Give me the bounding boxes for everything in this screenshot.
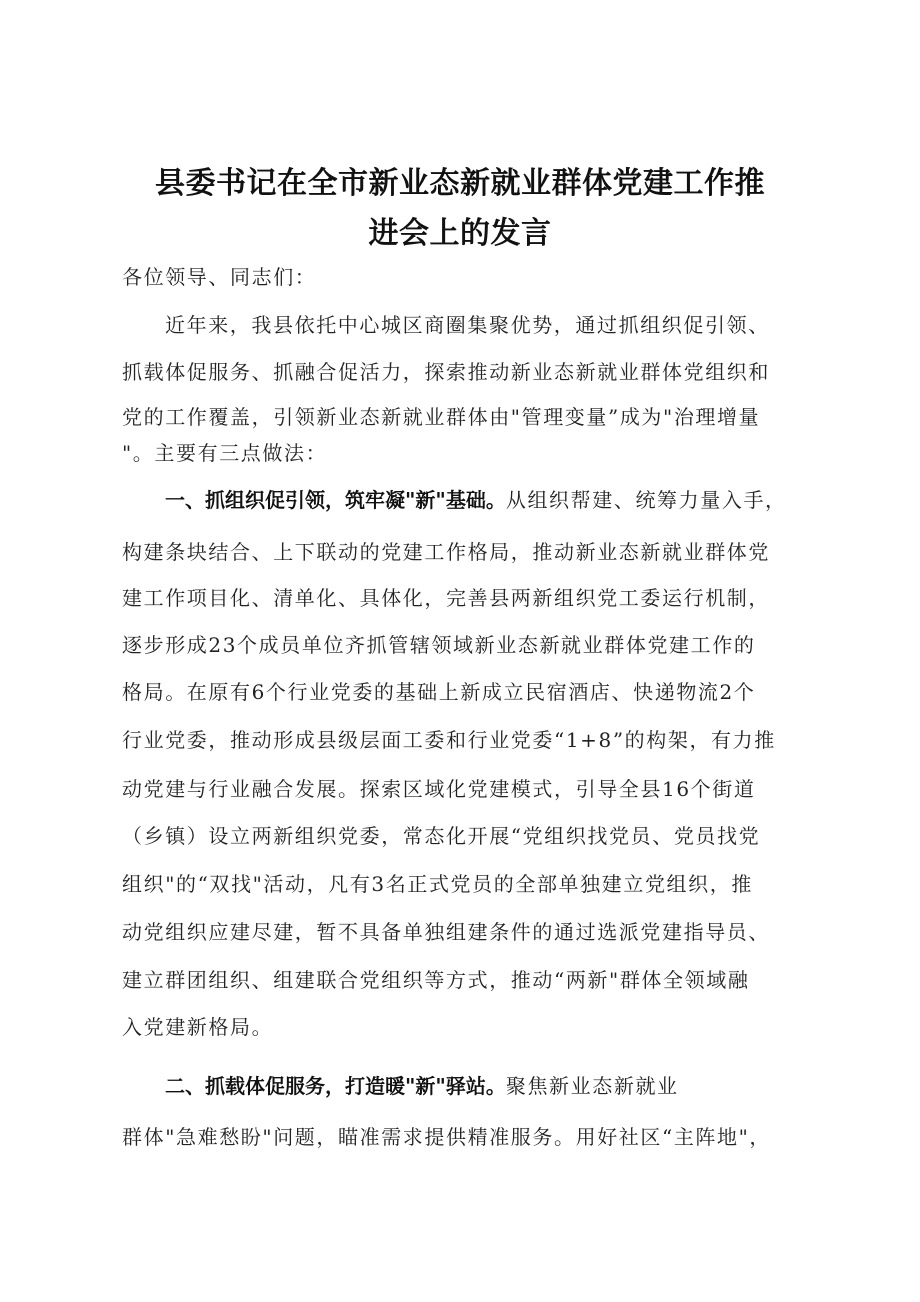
intro-line-3: 党的工作覆盖，引领新业态新就业群体由"管理变量”成为"治理增量 [122,405,761,429]
section-1-line: 行业党委，推动形成县级层面工委和行业党委“1+8”的构架，有力推 [122,728,776,752]
section-1-line: 建工作项目化、清单化、具体化，完善县两新组织党工委运行机制， [122,586,770,610]
salutation: 各位领导、同志们： [122,265,317,289]
section-1-line: 组织"的“双找"活动，凡有3名正式党员的全部单独建立党组织，推 [122,872,753,896]
intro-line-2: 抓载体促服务、抓融合促活力，探索推动新业态新就业群体党组织和 [122,360,770,384]
document-title-line-2: 进会上的发言 [368,216,552,251]
document-title-line-1: 县委书记在全市新业态新就业群体党建工作推 [155,166,765,201]
section-2-first-line [165,1074,865,1098]
intro-line-1: 近年来，我县依托中心城区商圈集聚优势，通过抓组织促引领、 [165,313,770,337]
section-2-line: 群体"急难愁盼"问题，瞄准需求提供精准服务。用好社区“主阵地"， [122,1125,772,1149]
section-1-line: 逐步形成23个成员单位齐抓管辖领域新业态新就业群体党建工作的 [122,633,756,657]
section-2-first-line-text: 聚焦新业态新就业 [505,1074,679,1098]
section-1-first-line-text: 从组织帮建、统筹力量入手， [505,488,787,512]
section-1-line: 构建条块结合、上下联动的党建工作格局，推动新业态新就业群体党 [122,540,770,564]
section-1-line: （乡镇）设立两新组织党委，常态化开展“党组织找党员、党员找党 [122,824,761,848]
section-1-line: 建立群团组织、组建联合党组织等方式，推动“两新"群体全领域融 [122,968,750,992]
section-1-line: 动党建与行业融合发展。探索区域化党建模式，引导全县16个街道 [122,777,756,801]
section-1-first-line [165,488,865,512]
section-2-heading: 二、抓载体促服务，打造暖"新"驿站。 [165,1074,506,1098]
intro-line-4: "。主要有三点做法： [122,441,328,465]
section-1-line: 动党组织应建尽建，暂不具备单独组建条件的通过选派党建指导员、 [122,920,770,944]
section-1-line: 入党建新格局。 [122,1015,274,1039]
section-1-line: 格局。在原有6个行业党委的基础上新成立民宿酒店、快递物流2个 [122,680,756,704]
section-1-heading: 一、抓组织促引领，筑牢凝"新"基础。 [165,488,506,512]
